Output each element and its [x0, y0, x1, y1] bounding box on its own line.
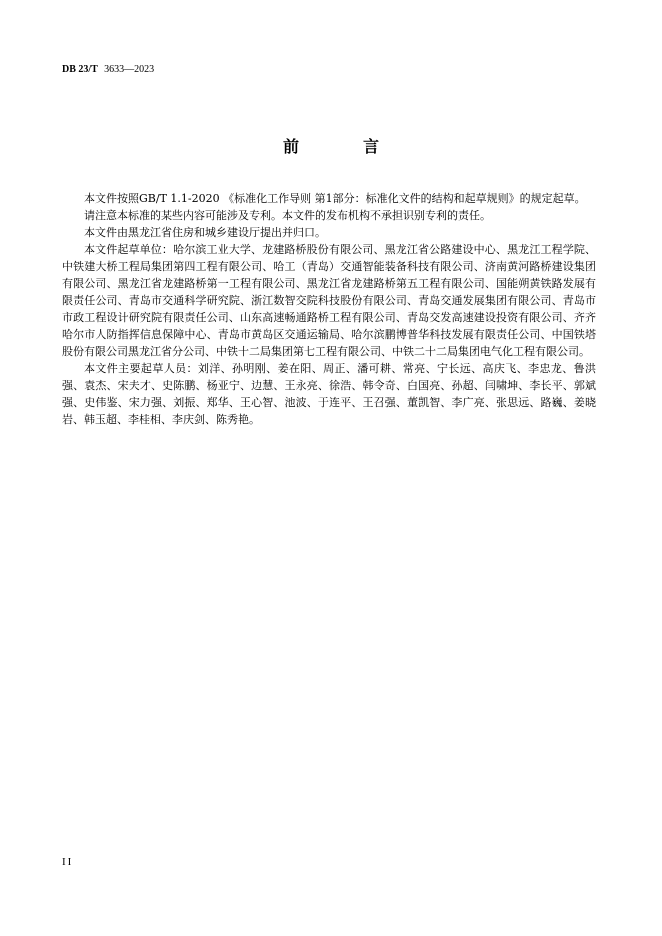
- standard-code: DB 23/T: [62, 64, 98, 75]
- foreword-body: [62, 190, 596, 428]
- standard-number: 3633—2023: [104, 64, 155, 75]
- page-title: 前 言: [282, 137, 403, 156]
- paragraph-drafting-rules: 本文件按照GB/T 1.1-2020 《标准化工作导则 第1部分：标准化文件的结构和起草规则》的规定起草。: [84, 192, 586, 205]
- page-number: II: [62, 856, 74, 868]
- paragraph-patent-notice: 请注意本标准的某些内容可能涉及专利。本文件的发布机构不承担识别专利的责任。: [84, 209, 491, 222]
- paragraph-proposer: 本文件由黑龙江省住房和城乡建设厅提出并归口。: [84, 226, 326, 239]
- paragraph-drafters: 本文件主要起草人员：刘洋、孙明刚、姜在阳、周正、潘可耕、常亮、宁长远、高庆飞、李忠龙、鲁洪强、袁杰、宋夫才、史陈鹏、杨亚宁、边慧、王永亮、徐浩、韩令奇、白国亮、孙超、闫啸坤、李长平、郭斌强、史伟鉴、宋力强、刘振、郑华、王心智、池波、于连平、王召强、董凯智、李广亮、张思远、路巍、姜晓岩、韩玉超、李桂相、李庆剑、陈秀艳。: [62, 362, 596, 426]
- document-header: [62, 64, 154, 75]
- paragraph-drafting-units: 本文件起草单位：哈尔滨工业大学、龙建路桥股份有限公司、黑龙江省公路建设中心、黑龙江工程学院、中铁建大桥工程局集团第四工程有限公司、哈工（青岛）交通智能装备科技有限公司、济南黄河路桥建设集团有限公司、黑龙江省龙建路桥第一工程有限公司、黑龙江省龙建路桥第五工程有限公司、国能朔黄铁路发展有限责任公司、青岛市交通科学研究院、浙江数智交院科技股份有限公司、青岛交通发展集团有限公司、青岛市市政工程设计研究院有限责任公司、山东高速畅通路桥工程有限公司、青岛交发高速建设投资有限公司、齐齐哈尔市人防指挥信息保障中心、青岛市黄岛区交通运输局、哈尔滨鹏博普华科技发展有限责任公司、中国铁塔股份有限公司黑龙江省分公司、中铁十二局集团第七工程有限公司、中铁二十二局集团电气化工程有限公司。: [62, 243, 596, 358]
